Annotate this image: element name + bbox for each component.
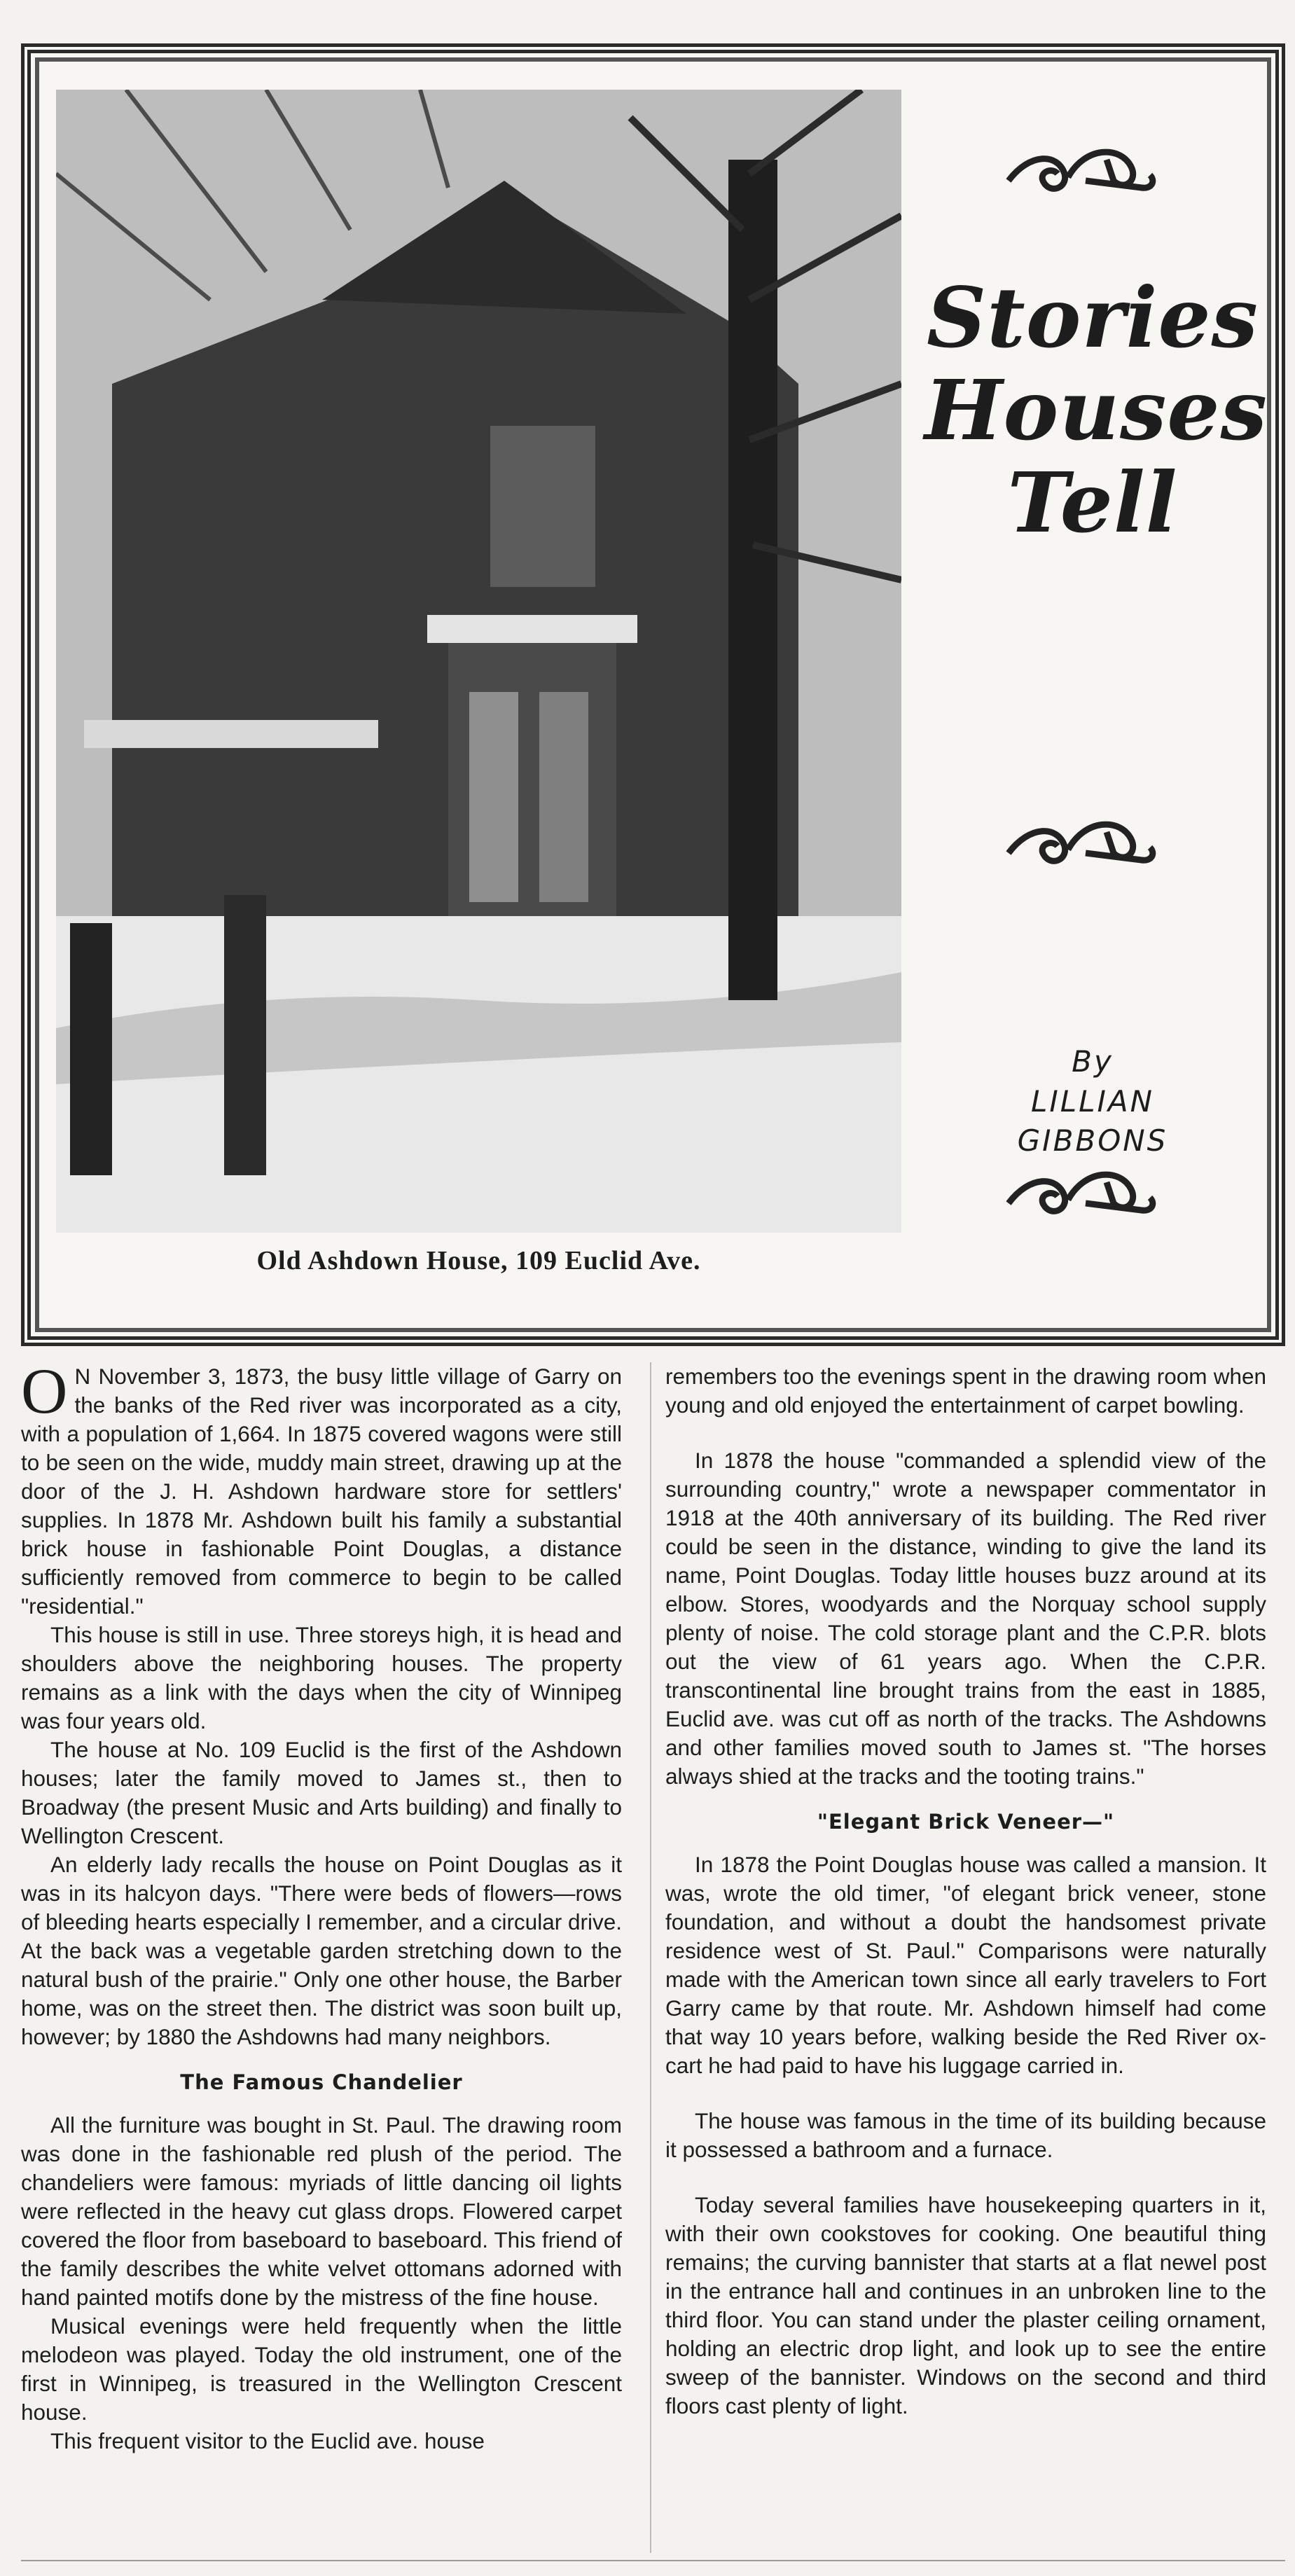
article-title [924, 269, 1268, 552]
photo-caption: Old Ashdown House, 109 Euclid Ave. [256, 1246, 701, 1275]
paragraph: The house was famous in the time of its building because it possessed a bathroom and a furnace. [665, 2108, 1266, 2162]
paragraph: Musical evenings were held frequently when the little melodeon was played. Today the old instrument, one of the first in Winnipeg, is treasured in the Wellington Crescent house. [21, 2313, 622, 2425]
paragraph: In 1878 the Point Douglas house was called a mansion. It was, wrote the old timer, "of elegant brick veneer, stone foundation, and without a doubt the handsomest private residence west of St. Paul." Comparisons were naturally made with the American town since all early travelers to Fort Garry came by that route. Mr. Ashdown himself had come that way 10 years before, walking beside the Red River ox-cart he had paid to have his luggage carried in. [665, 1852, 1266, 2078]
title-panel [910, 90, 1268, 1322]
article-column-1 [21, 1355, 622, 2456]
paragraph: All the furniture was bought in St. Paul. The drawing room was done in the fashionable red plush of the period. The chandeliers were famous: myriads of little dancing oil lights were reflected in the heavy cut glass drops. Flowered carpet covered the floor from baseboard to baseboard. This friend of the family describes the white velvet ottomans adorned with hand painted motifs done by the mistress of the fine house. [21, 2112, 622, 2310]
author-last-name: GIBBONS [1017, 1123, 1168, 1158]
article-column-2 [665, 1362, 1266, 2421]
author-first-name: LILLIAN [1030, 1083, 1155, 1119]
paragraph: This frequent visitor to the Euclid ave. house [50, 2428, 485, 2453]
paragraph: remembers too the evenings spent in the drawing room when young and old enjoyed the entertainment of carpet bowling. [665, 1364, 1266, 1418]
title-line-1: Stories [927, 269, 1259, 366]
paragraph: In 1878 the house "commanded a splendid view of the surrounding country," wrote a newspaper commentator in 1918 at the 40th anniversary of its building. The Red river could be seen in the distance, winding to give the land its name, Point Douglas. Today little houses buzz around at its elbow. Stores, woodyards and the Norquay school supply plenty of noise. The cold storage plant and the C.P.R. blots out the view of 61 years ago. When the C.P.R. transcontinental line brought trains from the east in 1885, Euclid ave. was cut off as north of the tracks. The Ashdowns and other families moved south to James st. "The horses always shied at the tracks and the tooting trains." [665, 1448, 1266, 1789]
paragraph [21, 1355, 622, 1621]
leaf-scroll-ornament-icon [1002, 811, 1163, 881]
paragraph: An elderly lady recalls the house on Point Douglas as it was in its halcyon days. "There were beds of flowers—rows of bleeding hearts especially I remember, and a circular drive. At the back was a vegetable garden stretching down to the natural bush of the prairie." Only one other house, the Barber home, was on the street then. The district was soon built up, however; by 1880 the Ashdowns had many neighbors. [21, 1852, 622, 2049]
paragraph: Today several families have housekeeping quarters in it, with their own cookstoves for cooking. One beautiful thing remains; the curving bannister that starts at a flat newel post in the entrance hall and continues in an unbroken line to the third floor. You can stand under the plaster ceiling ornament, holding an electric drop light, and look up to see the entire sweep of the bannister. Windows on the second and third floors cast plenty of light. [665, 2192, 1266, 2418]
byline-by: By [1072, 1044, 1114, 1079]
paragraph-text: N November 3, 1873, the busy little village of Garry on the banks of the Red river was incorporated as a city, with a population of 1,664. In 1875 covered wagons were still to be seen on the wide, muddy main street, drawing up at the door of the J. H. Ashdown hardware store for settlers' supplies. In 1878 Mr. Ashdown built his family a substantial brick house in fashionable Point Douglas, a distance sufficiently removed from commerce to begin to be called "residential." [21, 1364, 622, 1619]
title-line-2: Houses [924, 361, 1268, 459]
leaf-scroll-ornament-icon [1002, 1161, 1163, 1231]
bottom-rule [21, 2560, 1285, 2561]
title-line-3: Tell [1007, 454, 1178, 552]
byline [939, 1042, 1247, 1161]
column-divider [650, 1362, 651, 2553]
leaf-scroll-ornament-icon [1002, 139, 1163, 209]
drop-cap: O [21, 1355, 68, 1427]
subheading: "Elegant Brick Veneer—" [817, 1810, 1115, 1834]
house-photo [56, 90, 901, 1233]
subheading: The Famous Chandelier [180, 2070, 463, 2094]
paragraph: The house at No. 109 Euclid is the first of the Ashdown houses; later the family moved to James st., then to Broadway (the present Music and Arts building) and finally to Wellington Crescent. [21, 1737, 622, 1848]
paragraph: This house is still in use. Three storeys high, it is head and shoulders above the neighboring houses. The property remains as a link with the days when the city of Winnipeg was four years old. [21, 1622, 622, 1733]
